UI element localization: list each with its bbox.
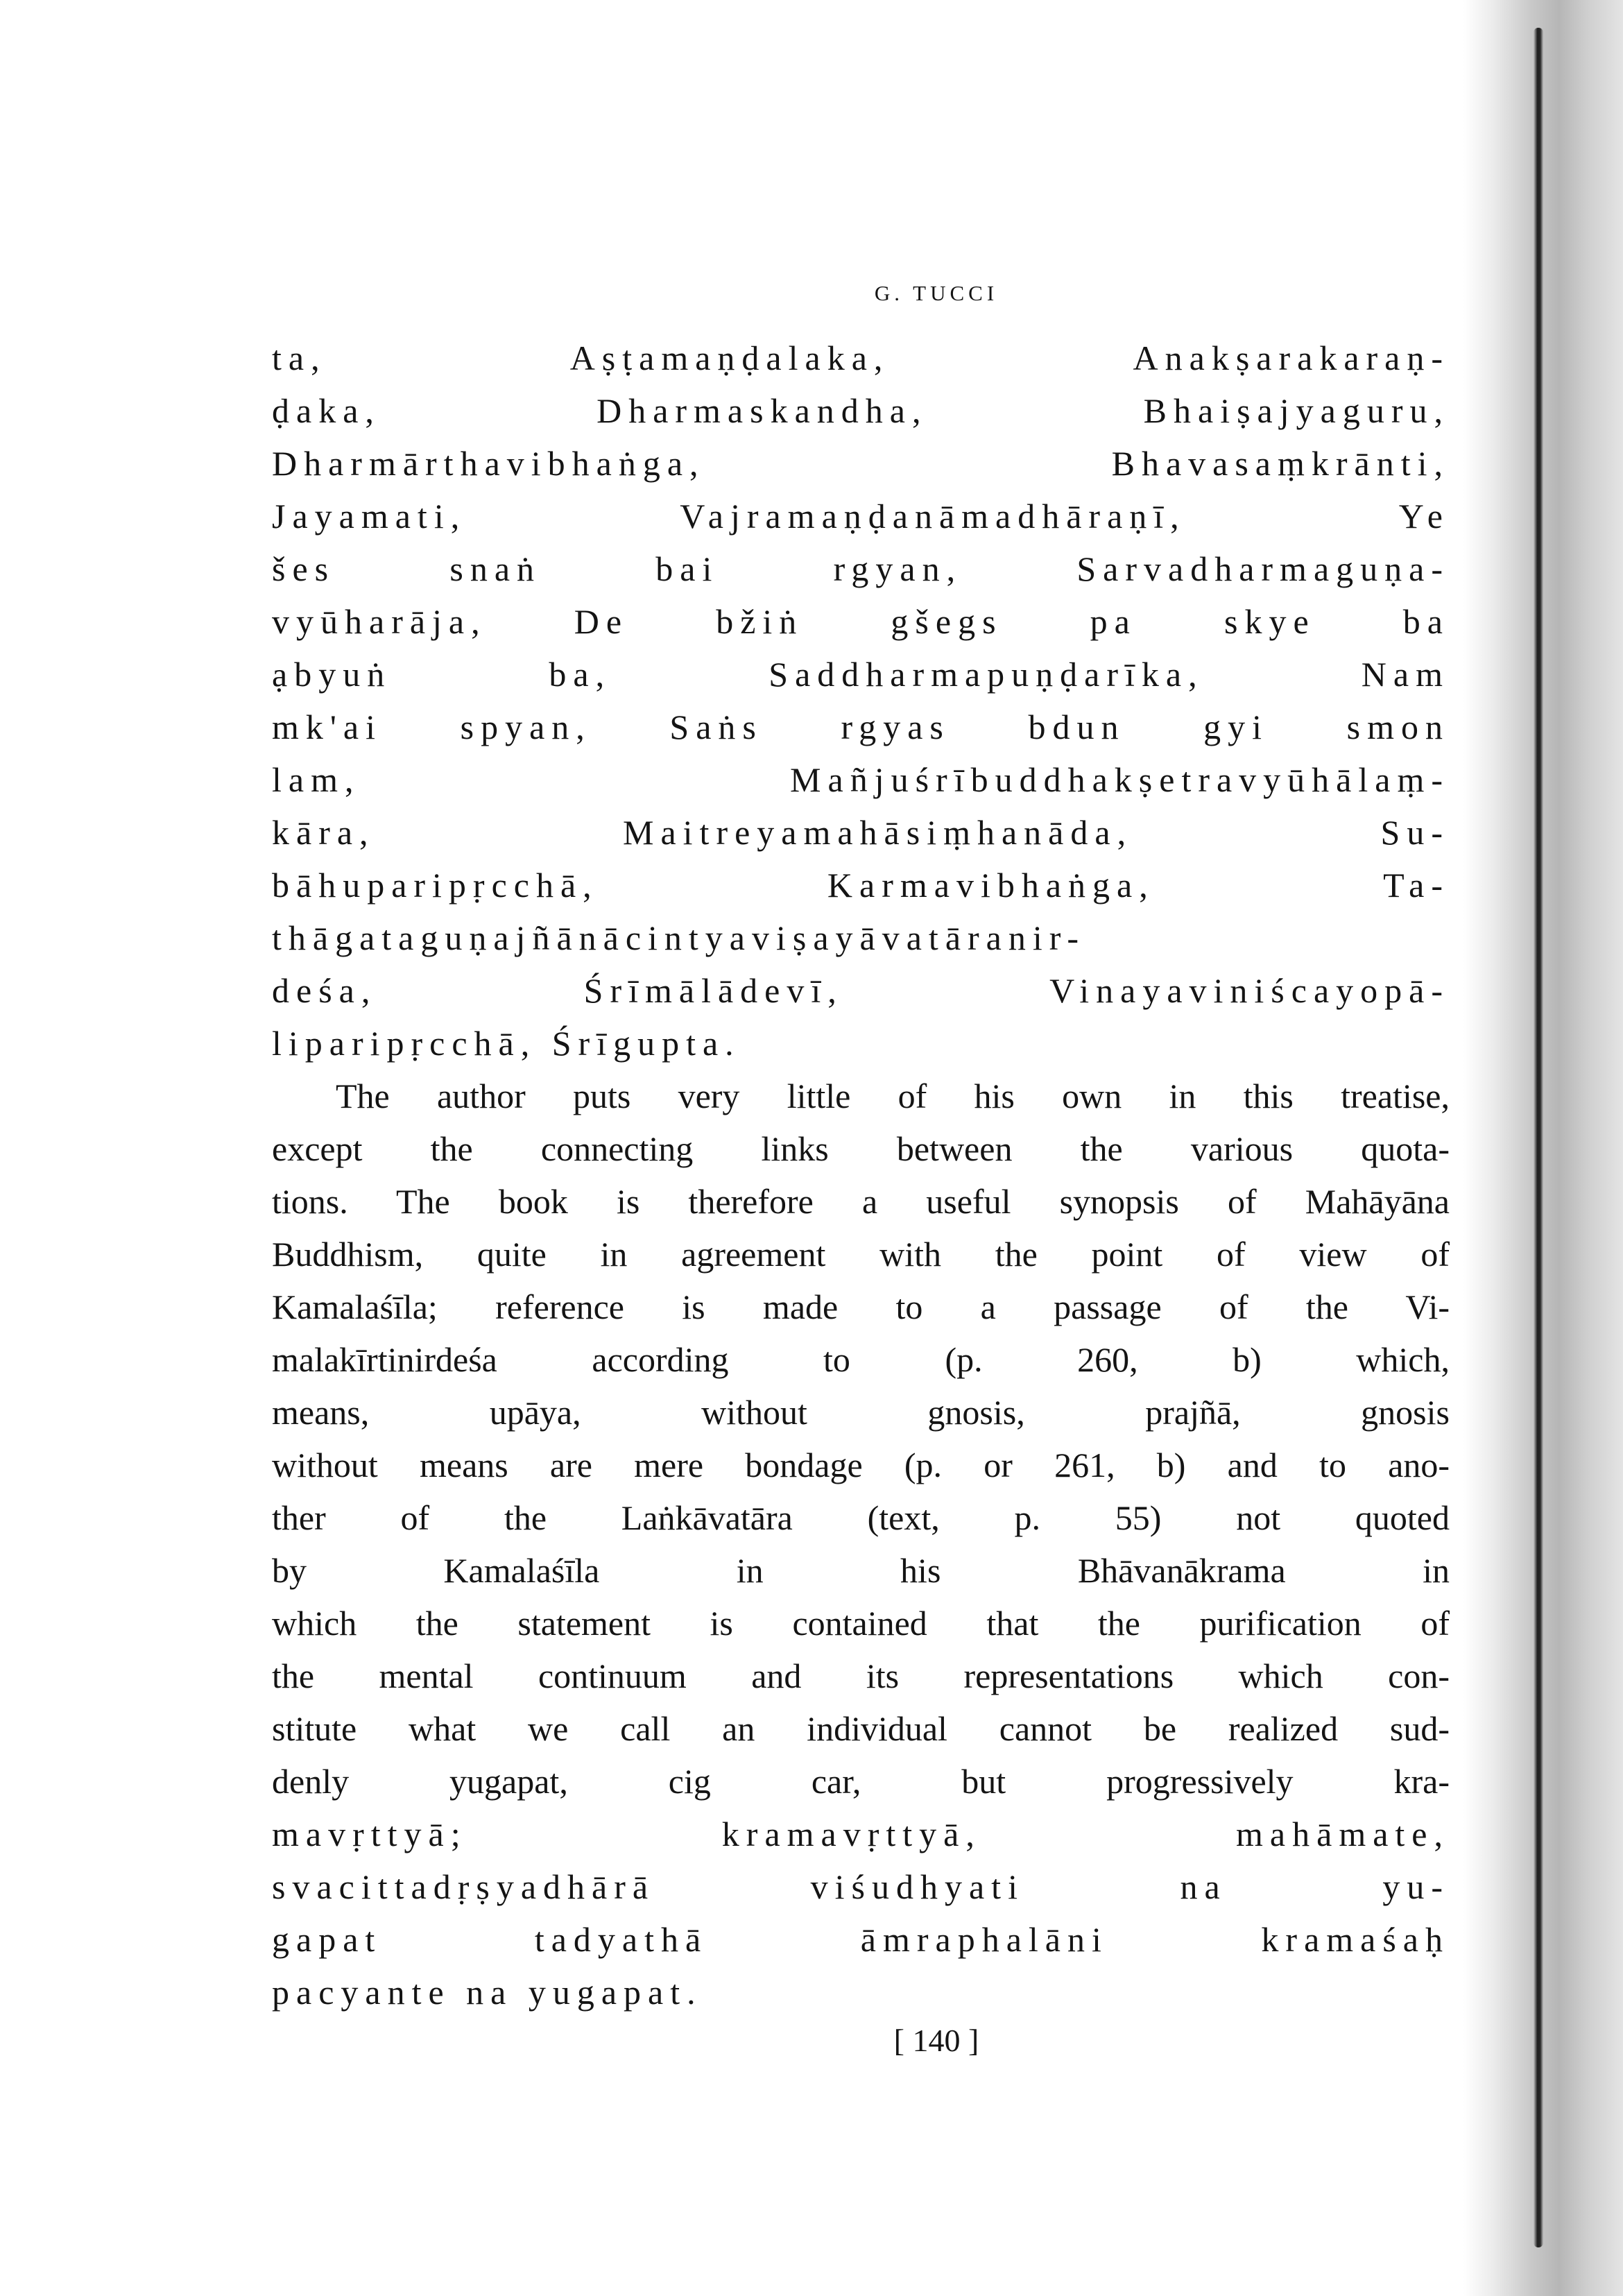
text-line: pacyante na yugapat. <box>272 1973 703 2012</box>
text-line: the mental continuum and its representations which con- <box>272 1656 1450 1695</box>
text-line: lam, Mañjuśrībuddhakṣetravyūhālaṃ- <box>272 760 1450 799</box>
page-number: [ 140 ] <box>893 2023 979 2058</box>
text-line: means, upāya, without gnosis, prajñā, gnosis <box>272 1393 1450 1432</box>
text-line: bāhuparipṛcchā, Karmavibhaṅga, Ta- <box>272 866 1450 905</box>
running-header: G. TUCCI <box>874 281 999 305</box>
body-text <box>272 332 1450 2019</box>
text-line: malakīrtinirdeśa according to (p. 260, b) which, <box>272 1340 1450 1379</box>
text-line: ạbyuṅ ba, Saddharmapuṇḍarīka, Nam <box>272 655 1450 694</box>
text-line: mk'ai spyan, Saṅs rgyas bdun gyi smon <box>272 708 1450 746</box>
text-line: liparipṛcchā, Śrīgupta. <box>272 1024 741 1063</box>
text-line: mavṛttyā; kramavṛttyā, mahāmate, <box>272 1815 1450 1853</box>
text-line: vyūharāja, De bžiṅ gšegs pa skye ba <box>272 602 1450 641</box>
page-edge-shadow <box>1463 0 1623 2296</box>
text-line: kāra, Maitreyamahāsiṃhanāda, Su- <box>272 813 1450 852</box>
text-line: ther of the Laṅkāvatāra (text, p. 55) not quoted <box>272 1498 1450 1537</box>
text-line: stitute what we call an individual cannot be realized sud- <box>272 1709 1450 1748</box>
text-line: svacittadṛṣyadhārā viśudhyati na yu- <box>272 1867 1450 1906</box>
text-line: šes snaṅ bai rgyan, Sarvadharmaguṇa- <box>272 549 1450 588</box>
text-line: Jayamati, Vajramaṇḍanāmadhāraṇī, Ye <box>272 497 1450 536</box>
text-line: Dharmārthavibhaṅga, Bhavasaṃkrānti, <box>272 444 1450 483</box>
text-line: The author puts very little of his own in this treatise, <box>336 1077 1450 1115</box>
text-line: deśa, Śrīmālādevī, Vinayaviniścayopā- <box>272 971 1450 1010</box>
text-line: thāgataguṇajñānācintyaviṣayāvatāranir- <box>272 918 1086 957</box>
text-line: which the statement is contained that the purification of <box>272 1604 1450 1643</box>
text-line: ḍaka, Dharmaskandha, Bhaiṣajyaguru, <box>272 391 1450 430</box>
text-line: ta, Aṣṭamaṇḍalaka, Anakṣarakaraṇ- <box>272 339 1450 377</box>
text-line: without means are mere bondage (p. or 261, b) and to ano- <box>272 1446 1450 1484</box>
text-line: tions. The book is therefore a useful synopsis of Mahāyāna <box>272 1182 1450 1221</box>
text-line: Buddhism, quite in agreement with the point of view of <box>272 1235 1450 1274</box>
text-line: except the connecting links between the various quota- <box>272 1129 1450 1168</box>
text-line: by Kamalaśīla in his Bhāvanākrama in <box>272 1551 1450 1590</box>
text-line: gapat tadyathā āmraphalāni kramaśaḥ <box>272 1920 1450 1959</box>
binding-shadow-line <box>1534 28 1543 2247</box>
text-line: denly yugapat, cig car, but progressively kra- <box>272 1762 1450 1801</box>
text-line: Kamalaśīla; reference is made to a passage of the Vi- <box>272 1287 1450 1326</box>
